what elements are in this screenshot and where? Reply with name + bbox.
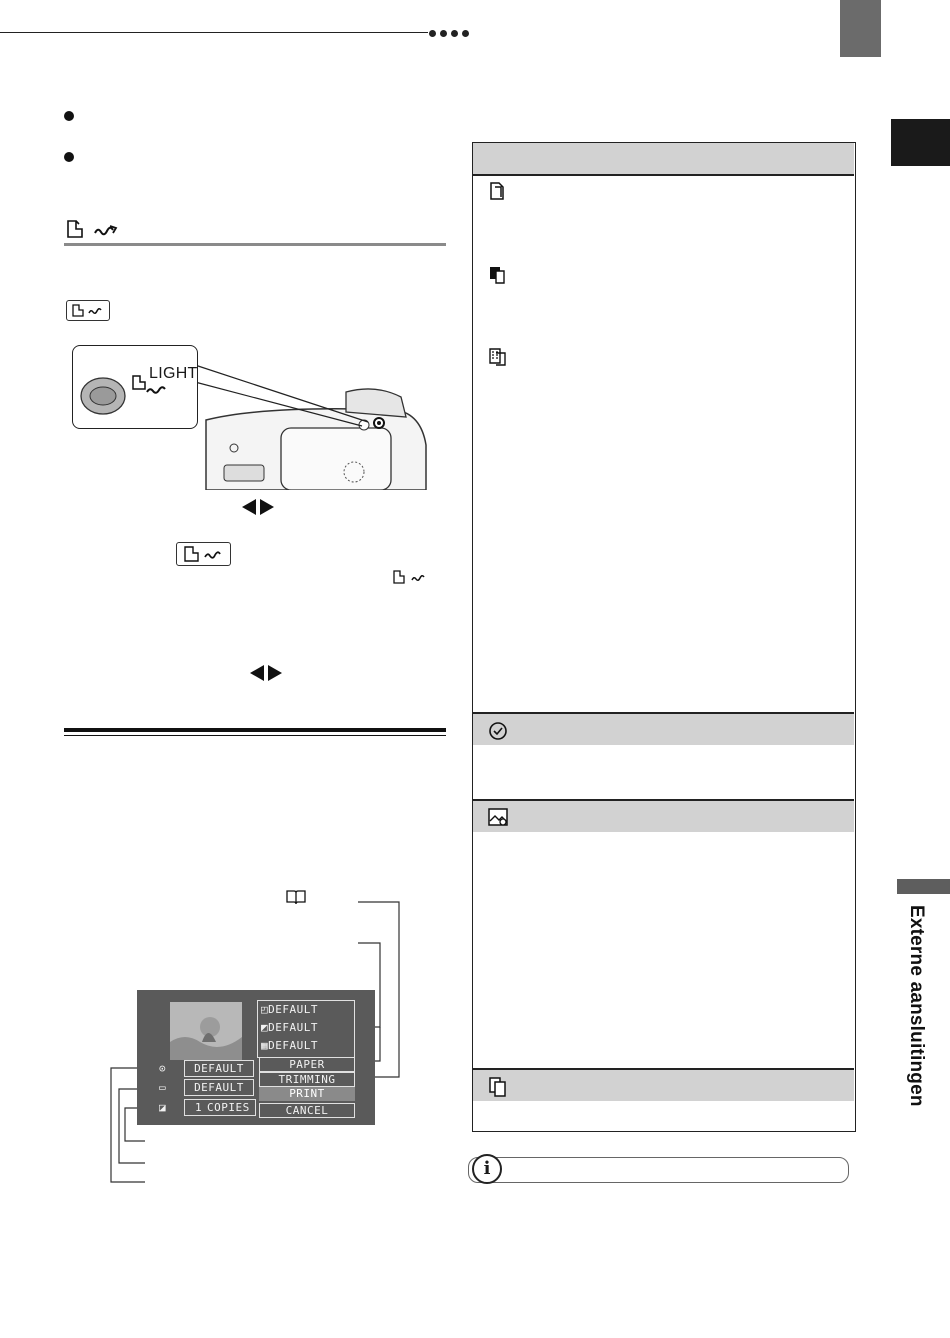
print-share-icon bbox=[64, 217, 124, 239]
print-effect-icon bbox=[487, 807, 511, 829]
print-effect-setting[interactable]: DEFAULT bbox=[184, 1079, 254, 1096]
header-dot bbox=[429, 30, 436, 37]
copies-value: 1 bbox=[195, 1101, 203, 1114]
section-rule bbox=[64, 728, 446, 732]
print-share-button-icon bbox=[176, 542, 231, 566]
paper-size-icon: ◰ bbox=[261, 1003, 269, 1016]
header-dot bbox=[440, 30, 447, 37]
date-icon: ⊙ bbox=[159, 1062, 167, 1075]
paper-button[interactable]: PAPER bbox=[259, 1057, 355, 1072]
section-label: Externe aansluitingen bbox=[906, 905, 927, 1107]
table-header bbox=[473, 143, 854, 174]
print-share-button-icon bbox=[66, 300, 110, 321]
date-icon bbox=[487, 720, 509, 742]
paper-size-icon bbox=[488, 181, 508, 201]
date-setting[interactable]: DEFAULT bbox=[184, 1060, 254, 1077]
lcd-print-menu bbox=[137, 990, 375, 1125]
section-rule bbox=[64, 735, 446, 736]
copies-section-header bbox=[473, 1070, 854, 1101]
info-icon: i bbox=[472, 1154, 502, 1184]
header-dot bbox=[451, 30, 458, 37]
light-label: LIGHT bbox=[149, 365, 198, 382]
corner-tab bbox=[840, 0, 881, 57]
section-rule bbox=[64, 243, 446, 246]
header-rule bbox=[0, 32, 428, 33]
section-marker bbox=[897, 879, 950, 894]
chapter-tab bbox=[891, 119, 950, 166]
paper-type-row: ◩DEFAULT bbox=[261, 1021, 318, 1034]
callout-box bbox=[72, 345, 198, 429]
effect-section-header bbox=[473, 801, 854, 832]
table-rule bbox=[473, 174, 854, 176]
callout-lines bbox=[190, 360, 390, 430]
left-right-arrows-icon bbox=[240, 498, 276, 516]
trimming-button[interactable]: TRIMMING bbox=[259, 1072, 355, 1087]
page-layout-icon: ▦ bbox=[261, 1039, 269, 1052]
left-right-arrows-icon bbox=[248, 664, 284, 682]
print-effect-icon: ▭ bbox=[159, 1081, 167, 1094]
header-dot bbox=[462, 30, 469, 37]
print-share-icon bbox=[390, 568, 432, 586]
copies-icon: ◪ bbox=[159, 1101, 167, 1114]
photo-thumbnail bbox=[170, 1002, 242, 1060]
paper-size-row: ◰DEFAULT bbox=[261, 1003, 318, 1016]
print-button[interactable]: PRINT bbox=[259, 1087, 355, 1101]
settings-table bbox=[472, 142, 856, 1132]
copies-label: COPIES bbox=[207, 1101, 250, 1114]
paper-type-icon: ◩ bbox=[261, 1021, 269, 1034]
paper-type-icon bbox=[488, 265, 508, 285]
date-section-header bbox=[473, 714, 854, 745]
page-layout-icon bbox=[488, 347, 508, 367]
cancel-button[interactable]: CANCEL bbox=[259, 1103, 355, 1118]
page-layout-row: ▦DEFAULT bbox=[261, 1039, 318, 1052]
bullet bbox=[64, 111, 74, 121]
copies-icon bbox=[487, 1076, 509, 1098]
note-box bbox=[468, 1157, 849, 1183]
bullet bbox=[64, 152, 74, 162]
